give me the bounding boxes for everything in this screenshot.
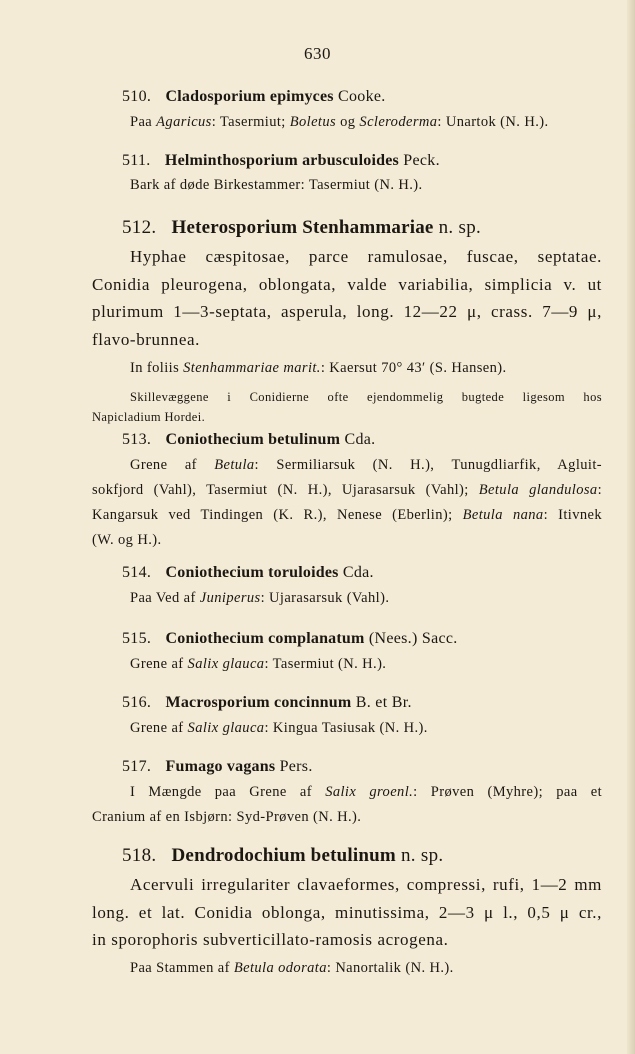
- latin-description: Acervuli irregulariter clavaeformes, compressi, rufi, 1—2 mm long. et lat. Conidia oblonga, minutissima, 2—3 μ l., 0,5 μ cr., in sporophoris subverticillato-ramosis acrogena.: [92, 875, 602, 949]
- author: Cda.: [344, 431, 376, 448]
- note: Skillevæggene i Conidierne ofte ejendommelig bugtede ligesom hos Napicladium Hordei.: [92, 390, 602, 424]
- locality: Paa Ved af Juniperus: Ujarasarsuk (Vahl).: [130, 590, 390, 606]
- species-name: Cladosporium epimyces: [165, 88, 334, 105]
- entry-518: [92, 845, 602, 981]
- entry-514: [92, 564, 602, 611]
- entry-number: 515.: [122, 630, 152, 647]
- entry-number: 511.: [122, 152, 151, 169]
- locality: I Mængde paa Grene af Salix groenl.: Prøven (Myhre); paa et Cranium af en Isbjørn: Syd-Prøven (N. H.).: [92, 784, 603, 825]
- entry-heading: [92, 431, 602, 449]
- species-name: Coniothecium complanatum: [165, 630, 365, 647]
- entry-number: 518.: [122, 845, 157, 866]
- entry-516: [92, 694, 602, 741]
- species-name: Coniothecium betulinum: [165, 431, 341, 448]
- species-name: Macrosporium concinnum: [165, 694, 352, 711]
- entry-512: [92, 217, 602, 427]
- entry-517: [92, 758, 602, 830]
- locality: Grene af Salix glauca: Kingua Tasiusak (N. H.).: [130, 720, 428, 736]
- entry-number: 517.: [122, 758, 152, 775]
- locality: Bark af døde Birkestammer: Tasermiut (N. H.).: [130, 177, 423, 193]
- species-name: Dendrodochium betulinum: [171, 845, 396, 866]
- locality: Paa Stammen af Betula odorata: Nanortalik (N. H.).: [130, 959, 454, 976]
- author: B. et Br.: [355, 694, 412, 711]
- author: n. sp.: [438, 217, 482, 238]
- entry-heading: [92, 845, 602, 867]
- locality: Grene af Salix glauca: Tasermiut (N. H.).: [130, 656, 387, 672]
- species-name: Helminthosporium arbusculoides: [164, 152, 399, 169]
- entry-number: 512.: [122, 217, 157, 238]
- entry-513: [92, 431, 602, 553]
- author: Pers.: [279, 758, 313, 775]
- entry-heading: [92, 564, 602, 582]
- author: n. sp.: [400, 845, 444, 866]
- page-edge: [627, 0, 635, 1054]
- entry-number: 510.: [122, 88, 152, 105]
- entry-515: [92, 630, 602, 677]
- author: (Nees.) Sacc.: [368, 630, 458, 647]
- entry-number: 514.: [122, 564, 152, 581]
- entry-heading: [92, 758, 602, 776]
- author: Peck.: [403, 152, 440, 169]
- entry-heading: [92, 88, 602, 106]
- locality: Paa Agaricus: Tasermiut; Boletus og Scleroderma: Unartok (N. H.).: [130, 114, 549, 130]
- entry-heading: [92, 217, 602, 239]
- entry-number: 516.: [122, 694, 152, 711]
- page-number: 630: [304, 44, 331, 63]
- locality: Grene af Betula: Sermiliarsuk (N. H.), Tunugdliarfik, Agluit- sokfjord (Vahl), Tasermiut (N. H.), Ujarasarsuk (Vahl); Betula glandulosa: Kangarsuk ved Tindingen (K. R.), Nenese (Eberlin); Betula nana: Itivnek (W. og H.).: [92, 457, 602, 548]
- entry-511: [92, 152, 602, 198]
- entry-heading: [92, 694, 602, 712]
- author: Cooke.: [338, 88, 386, 105]
- entry-510: [92, 88, 602, 135]
- species-name: Coniothecium toruloides: [165, 564, 339, 581]
- entry-heading: [92, 630, 602, 648]
- locality: In foliis Stenhammariae marit.: Kaersut 70° 43′ (S. Hansen).: [130, 360, 507, 376]
- latin-description: Hyphae cæspitosae, parce ramulosae, fuscae, septatae. Conidia pleurogena, oblongata, valde variabilia, simplicia v. ut plurimum 1—3-septata, asperula, long. 12—22 μ, crass. 7—9 μ, flavo-brunnea.: [92, 247, 602, 349]
- species-name: Fumago vagans: [165, 758, 276, 775]
- author: Cda.: [342, 564, 374, 581]
- entry-heading: [92, 152, 602, 170]
- entry-number: 513.: [122, 431, 152, 448]
- species-name: Heterosporium Stenhammariae: [171, 217, 434, 238]
